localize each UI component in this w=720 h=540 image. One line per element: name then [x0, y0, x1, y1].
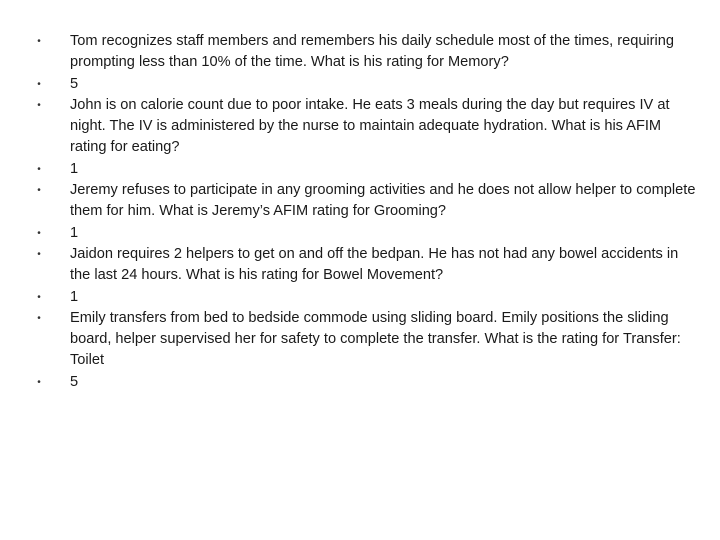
bullet-icon: • [37, 227, 41, 239]
answer-item [0, 74, 700, 95]
bullet-icon: • [37, 163, 41, 175]
bullet-icon: • [37, 100, 41, 111]
bullet-icon: • [37, 313, 41, 324]
question-text: Emily transfers from bed to bedside commode using sliding board. Emily positions the sliding board, helper supervised her for safety to complete the transfer. What is the rating for Transfer: Toilet [70, 310, 681, 368]
question-item-jaidon [0, 244, 700, 286]
answer-item [0, 372, 700, 393]
bullet-icon: • [37, 36, 41, 47]
answer-item [0, 159, 700, 180]
question-text: Tom recognizes staff members and remembers his daily schedule most of the times, requiring prompting less than 10% of the time. What is his rating for Memory? [70, 33, 675, 70]
bullet-icon: • [37, 249, 41, 260]
question-text: John is on calorie count due to poor intake. He eats 3 meals during the day but requires IV at night. The IV is administered by the nurse to maintain adequate hydration. What is his AFIM rating for eating? [70, 97, 670, 155]
question-text: Jaidon requires 2 helpers to get on and off the bedpan. He has not had any bowel accidents in the last 24 hours. What is his rating for Bowel Movement? [70, 246, 679, 283]
question-text: Jeremy refuses to participate in any grooming activities and he does not allow helper to complete them for him. What is Jeremy’s AFIM rating for Grooming? [70, 182, 696, 219]
bullet-icon: • [37, 78, 41, 90]
answer-text: 1 [70, 224, 79, 241]
question-item-tom [0, 31, 700, 73]
answer-text: 5 [70, 373, 79, 390]
answer-text: 1 [70, 160, 79, 177]
answer-item [0, 287, 700, 308]
question-item-jeremy [0, 180, 700, 222]
answer-item [0, 223, 700, 244]
answer-text: 5 [70, 75, 79, 92]
answer-text: 1 [70, 288, 79, 305]
question-item-emily [0, 308, 700, 371]
bullet-icon: • [37, 376, 41, 388]
question-item-john [0, 95, 700, 158]
bullet-icon: • [37, 185, 41, 196]
bullet-icon: • [37, 291, 41, 303]
bullet-list [0, 31, 700, 393]
